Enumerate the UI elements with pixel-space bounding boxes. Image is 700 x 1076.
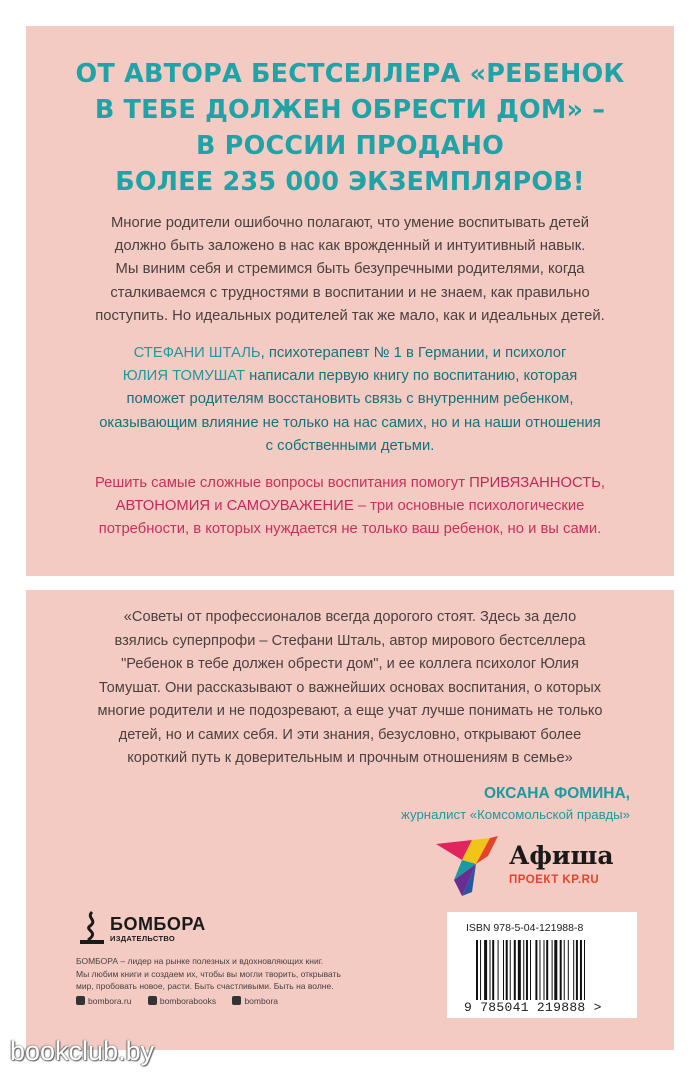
barcode-bar <box>546 940 548 1000</box>
quote-line: "Ребенок в тебе должен обрести дом", и ее коллега психолог Юлия <box>121 656 579 672</box>
keyword-autonomy: АВТОНОМИЯ <box>115 498 211 515</box>
barcode-image <box>476 940 624 1000</box>
quote-author-name: ОКСАНА ФОМИНА, <box>483 785 630 802</box>
publisher-line: БОМБОРА – лидер на рынке полезных и вдохновляющих книг. <box>76 956 324 966</box>
afisha-bird-icon <box>432 834 504 898</box>
line-text: и <box>210 498 227 515</box>
publisher-line: мир, пробовать новое, расти. Быть счастливыми. Быть на волне. <box>76 981 334 991</box>
paragraph-line: оказывающим влияние не только на нас самих, но и на наши отношения <box>99 414 601 431</box>
line-text: – три основные психологические <box>353 498 585 515</box>
barcode-bar <box>476 940 478 1000</box>
paragraph-line <box>26 342 674 365</box>
barcode-bar <box>568 940 569 1000</box>
barcode-bar <box>539 940 540 1000</box>
quote-line: «Советы от профессионалов всегда дорогого стоят. Здесь за дело <box>123 609 577 625</box>
line-text: написали первую книгу по воспитанию, которая <box>245 368 578 385</box>
line-text: , психотерапевт № 1 в Германии, и психолог <box>260 345 567 361</box>
keyword-attachment: ПРИВЯЗАННОСТЬ, <box>469 475 606 491</box>
barcode-bar <box>506 940 508 1000</box>
publisher-line: Мы любим книги и создаем их, чтобы вы могли творить, открывать <box>76 968 341 979</box>
barcode-digits: 9 785041 219888 > <box>464 1000 602 1015</box>
barcode-bar <box>490 940 491 1000</box>
social-label: bombora.ru <box>88 996 132 1006</box>
panel-divider <box>26 576 674 590</box>
intro-paragraph <box>26 212 674 328</box>
barcode-bar <box>573 940 574 1000</box>
barcode-bar <box>484 940 487 1000</box>
paragraph-line: сталкиваемся с трудностями в воспитании и не знаем, как правильно <box>110 284 590 301</box>
barcode-bar <box>514 940 516 1000</box>
bombora-brand-sub: ИЗДАТЕЛЬСТВО <box>110 934 175 943</box>
paragraph-line: Многие родители ошибочно полагают, что умение воспитывать детей <box>110 215 590 231</box>
bombora-logo-icon <box>76 910 108 946</box>
barcode-bar <box>576 940 578 1000</box>
site-watermark: bookclub.by <box>10 1036 155 1066</box>
review-quote <box>26 606 674 771</box>
barcode-bar <box>498 940 499 1000</box>
headline-line: ОТ АВТОРА БЕСТСЕЛЛЕРА «РЕБЕНОК <box>75 59 625 89</box>
barcode-bar <box>503 940 504 1000</box>
paragraph-line: Мы виним себя и стремимся быть безупречными родителями, когда <box>115 261 585 278</box>
barcode-bar <box>530 940 531 1000</box>
barcode-bar <box>544 940 545 1000</box>
barcode-bar <box>564 940 565 1000</box>
social-label: bombora <box>244 996 279 1006</box>
barcode-bar <box>552 940 553 1000</box>
social-website[interactable] <box>76 996 131 1006</box>
afisha-project-label: ПРОЕКТ KP.RU <box>509 874 600 886</box>
afisha-wordmark: Афиша <box>509 841 614 870</box>
line-text: Решить самые сложные вопросы воспитания помогут <box>94 475 470 491</box>
paragraph-line: должно быть заложено в нас как врожденный и интуитивный навык. <box>114 238 586 255</box>
paragraph-line: поступить. Но идеальных родителей так же мало, как и идеальных детей. <box>95 307 605 324</box>
paragraph-line <box>26 472 674 495</box>
isbn-label: ISBN 978-5-04-121988-8 <box>466 922 584 934</box>
barcode-bar <box>510 940 511 1000</box>
barcode-bar <box>518 940 521 1000</box>
headline <box>26 56 674 200</box>
quote-line: детей, но и самих себя. И эти знания, безусловно, открывают более <box>118 726 582 743</box>
paragraph-line <box>26 495 674 518</box>
barcode-bar <box>535 940 537 1000</box>
publisher-blurb <box>76 955 406 993</box>
needs-paragraph <box>26 472 674 542</box>
keyword-self-respect: САМОУВАЖЕНИЕ <box>226 498 354 515</box>
headline-line: В РОССИИ ПРОДАНО <box>195 131 505 161</box>
social-network-icon <box>232 996 241 1005</box>
headline-line: В ТЕБЕ ДОЛЖЕН ОБРЕСТИ ДОМ» – <box>94 95 606 125</box>
book-icon <box>148 996 157 1005</box>
barcode-bar <box>526 940 528 1000</box>
social-network[interactable] <box>232 996 278 1006</box>
authors-paragraph <box>26 342 674 458</box>
quote-line: многие родители и не подозревают, а еще учат лучше понимать не только <box>97 703 603 719</box>
bombora-brand: БОМБОРА <box>110 914 206 934</box>
publisher-socials <box>76 996 292 1006</box>
author-name-tomushat: ЮЛИЯ ТОМУШАТ <box>122 368 246 385</box>
barcode-bar <box>580 940 582 1000</box>
barcode-bar <box>480 940 481 1000</box>
paragraph-line: потребности, в которых нуждается не только ваш ребенок, но и вы сами. <box>98 521 602 538</box>
barcode-bar <box>584 940 585 1000</box>
barcode-bar <box>554 940 557 1000</box>
headline-line: БОЛЕЕ 235 000 ЭКЗЕМПЛЯРОВ! <box>115 167 585 197</box>
barcode-bar <box>560 940 562 1000</box>
paragraph-line <box>26 365 674 388</box>
social-books[interactable] <box>148 996 216 1006</box>
barcode-bar <box>523 940 524 1000</box>
quote-line: короткий путь к доверительным и прочным отношениям в семье» <box>127 750 573 766</box>
barcode-bar <box>492 940 494 1000</box>
paragraph-line: поможет родителям восстановить связь с внутренним ребенком, <box>126 391 574 408</box>
quote-line: взялись суперпрофи – Стефани Шталь, автор мирового бестселлера <box>114 632 586 649</box>
paragraph-line: с собственными детьми. <box>265 437 435 454</box>
quote-author-role: журналист «Комсомольской правды» <box>401 807 630 822</box>
author-name-stahl: СТЕФАНИ ШТАЛЬ <box>133 345 261 361</box>
social-label: bomborabooks <box>159 996 217 1006</box>
globe-icon <box>76 996 85 1005</box>
quote-line: Томушат. Они рассказывают о важнейших основах воспитания, о которых <box>98 679 602 696</box>
